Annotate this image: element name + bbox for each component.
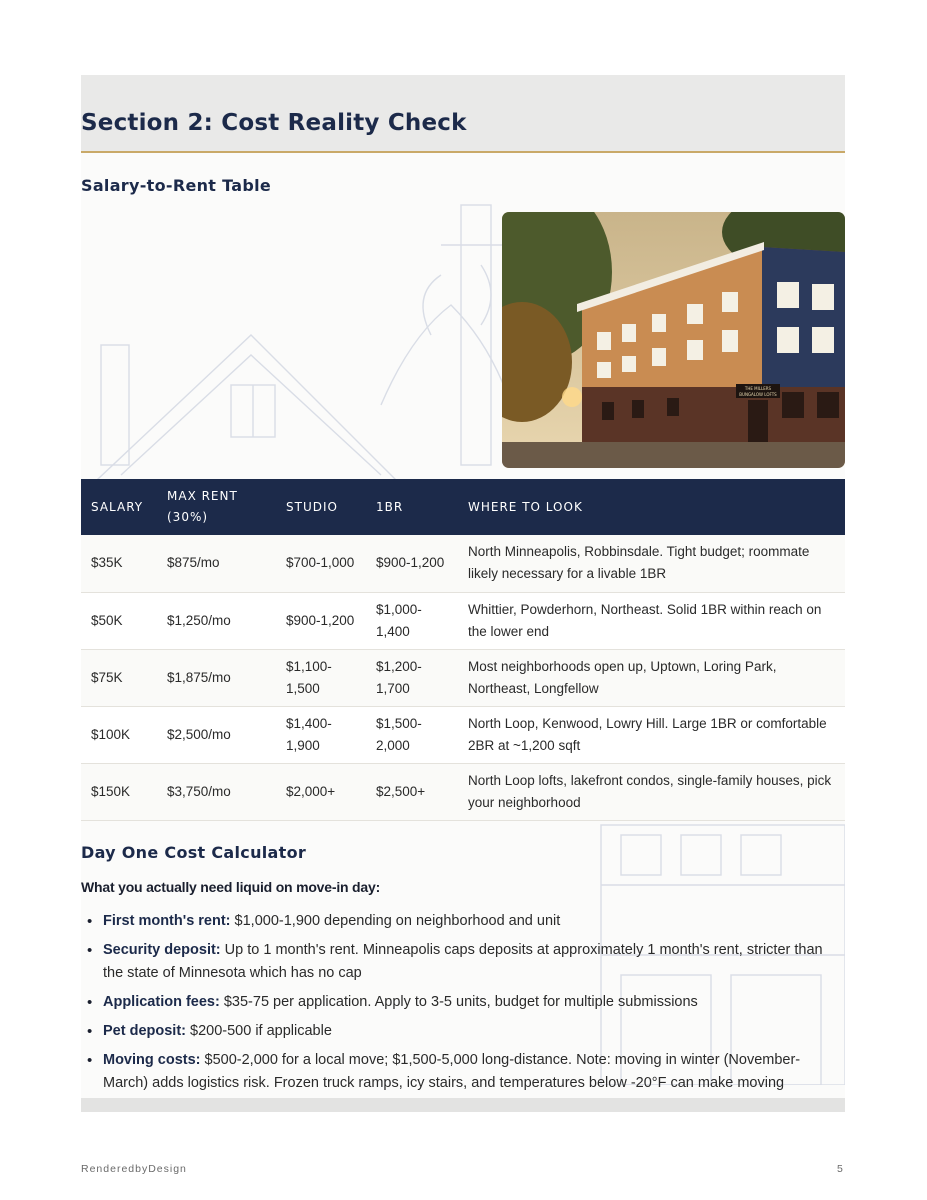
table-row — [81, 706, 845, 763]
table-row — [81, 649, 845, 706]
cell-salary: $100K — [81, 706, 157, 763]
cell-where: Whittier, Powderhorn, Northeast. Solid 1BR within reach on the lower end — [458, 592, 845, 649]
cell-studio: $1,100-1,500 — [276, 649, 366, 706]
cell-where: North Minneapolis, Robbinsdale. Tight budget; roommate likely necessary for a livable 1BR — [458, 535, 845, 592]
section-title: Section 2: Cost Reality Check — [81, 110, 467, 136]
header-studio: STUDIO — [276, 479, 366, 535]
item-text: $200-500 if applicable — [185, 1023, 332, 1039]
cell-max-rent: $875/mo — [157, 535, 276, 592]
list-item — [103, 991, 838, 1014]
cell-where: Most neighborhoods open up, Uptown, Loring Park, Northeast, Longfellow — [458, 649, 845, 706]
building-photo — [502, 212, 845, 468]
item-label: Application fees: — [103, 994, 220, 1010]
cell-where: North Loop lofts, lakefront condos, single-family houses, pick your neighborhood — [458, 763, 845, 820]
cell-salary: $75K — [81, 649, 157, 706]
header-max-rent: MAX RENT (30%) — [157, 479, 276, 535]
cell-max-rent: $2,500/mo — [157, 706, 276, 763]
cell-1br: $1,200-1,700 — [366, 649, 458, 706]
cell-studio: $2,000+ — [276, 763, 366, 820]
cell-max-rent: $1,250/mo — [157, 592, 276, 649]
list-item — [103, 910, 838, 933]
building-illustration — [502, 212, 845, 468]
table-row — [81, 535, 845, 592]
footer-brand: RenderedbyDesign — [81, 1163, 187, 1175]
item-text: $35-75 per application. Apply to 3-5 units, budget for multiple submissions — [219, 994, 698, 1010]
cell-max-rent: $1,875/mo — [157, 649, 276, 706]
list-item — [103, 1049, 838, 1095]
cell-studio: $700-1,000 — [276, 535, 366, 592]
cell-studio: $1,400-1,900 — [276, 706, 366, 763]
calculator-intro: What you actually need liquid on move-in day: — [81, 879, 381, 895]
page-number: 5 — [837, 1163, 843, 1175]
cell-where: North Loop, Kenwood, Lowry Hill. Large 1BR or comfortable 2BR at ~1,200 sqft — [458, 706, 845, 763]
list-item — [103, 1020, 838, 1043]
table-row — [81, 763, 845, 820]
cell-1br: $1,500-2,000 — [366, 706, 458, 763]
cost-list — [103, 910, 838, 1101]
cell-1br: $1,000-1,400 — [366, 592, 458, 649]
salary-rent-table — [81, 479, 845, 821]
item-label: Pet deposit: — [103, 1023, 186, 1039]
sign-line-1: THE MILLERS — [744, 386, 772, 391]
calculator-heading: Day One Cost Calculator — [81, 843, 307, 862]
item-label: Moving costs: — [103, 1052, 201, 1068]
cell-salary: $150K — [81, 763, 157, 820]
cell-studio: $900-1,200 — [276, 592, 366, 649]
cell-max-rent: $3,750/mo — [157, 763, 276, 820]
header-1br: 1BR — [366, 479, 458, 535]
table-header-row — [81, 479, 845, 535]
cell-salary: $35K — [81, 535, 157, 592]
item-label: First month's rent: — [103, 913, 231, 929]
cell-1br: $2,500+ — [366, 763, 458, 820]
table-row — [81, 592, 845, 649]
salary-table-heading: Salary-to-Rent Table — [81, 176, 272, 195]
sign-line-2: BUNGALOW LOFTS — [739, 392, 777, 397]
item-text: Up to 1 month's rent. Minneapolis caps deposits at approximately 1 month's rent, stricter than the state of Minnesota which has no cap — [103, 942, 823, 981]
item-text: $500-2,000 for a local move; $1,500-5,000 long-distance. Note: moving in winter (November-March) adds logistics risk. Frozen truck ramps, icy stairs, and temperatures below -20°F can make moving — [103, 1052, 801, 1091]
item-label: Security deposit: — [103, 942, 221, 958]
item-text: $1,000-1,900 depending on neighborhood and unit — [230, 913, 561, 929]
header-rule — [81, 151, 845, 153]
list-item — [103, 939, 838, 985]
cell-salary: $50K — [81, 592, 157, 649]
header-where-to-look: WHERE TO LOOK — [458, 479, 845, 535]
cell-1br: $900-1,200 — [366, 535, 458, 592]
header-salary: SALARY — [81, 479, 157, 535]
